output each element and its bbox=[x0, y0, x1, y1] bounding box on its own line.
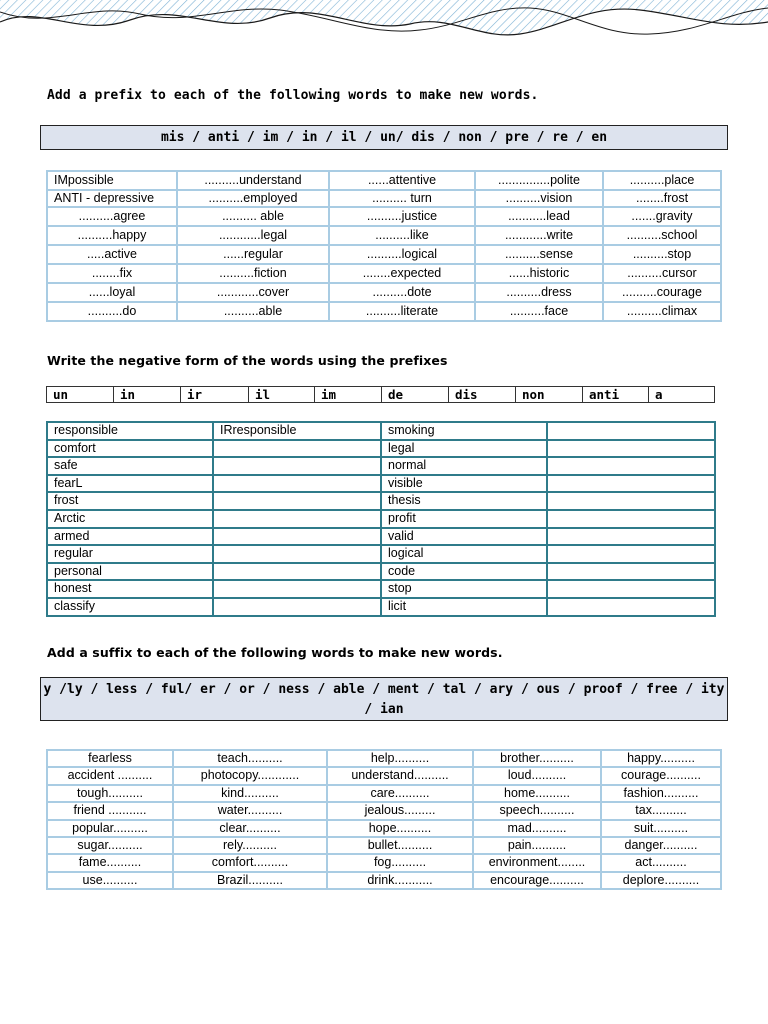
suffix-word-cell: fearless bbox=[47, 750, 173, 767]
negative-prefix-bar bbox=[46, 386, 715, 403]
negative-word-cell[interactable] bbox=[547, 563, 715, 581]
suffix-word-cell: teach.......... bbox=[173, 750, 327, 767]
negative-word-cell: legal bbox=[381, 440, 547, 458]
suffix-word-cell: fame.......... bbox=[47, 854, 173, 871]
negative-word-cell[interactable] bbox=[213, 580, 381, 598]
prefix-word-cell: ..........justice bbox=[329, 207, 475, 226]
negative-table-row bbox=[47, 598, 715, 616]
prefix-word-cell: ......regular bbox=[177, 245, 329, 264]
negative-prefix-cell: non bbox=[516, 387, 583, 403]
prefix-word-cell: ..........dote bbox=[329, 283, 475, 302]
negative-word-cell: frost bbox=[47, 492, 213, 510]
suffix-word-cell: understand.......... bbox=[327, 767, 473, 784]
prefix-word-cell: ..........employed bbox=[177, 190, 329, 207]
negative-word-cell[interactable] bbox=[547, 475, 715, 493]
suffix-table bbox=[46, 749, 722, 890]
suffix-word-cell: pain.......... bbox=[473, 837, 601, 854]
prefix-word-cell: ..........sense bbox=[475, 245, 603, 264]
negative-word-cell[interactable] bbox=[213, 510, 381, 528]
negative-word-cell: stop bbox=[381, 580, 547, 598]
suffix-word-cell: kind.......... bbox=[173, 785, 327, 802]
prefix-word-cell: .....active bbox=[47, 245, 177, 264]
negative-prefix-cell: a bbox=[649, 387, 715, 403]
negative-table-row bbox=[47, 510, 715, 528]
prefix-word-cell: ..........fiction bbox=[177, 264, 329, 283]
prefix-word-cell: ..........agree bbox=[47, 207, 177, 226]
suffix-word-cell: encourage.......... bbox=[473, 872, 601, 889]
suffix-word-cell: sugar.......... bbox=[47, 837, 173, 854]
suffix-word-cell: friend ........... bbox=[47, 802, 173, 819]
prefix-word-cell: ..........able bbox=[177, 302, 329, 321]
prefix-table-row bbox=[47, 190, 721, 207]
negative-word-cell: Arctic bbox=[47, 510, 213, 528]
prefix-word-cell: ..........do bbox=[47, 302, 177, 321]
suffix-table-row bbox=[47, 872, 721, 889]
negative-word-cell[interactable] bbox=[213, 598, 381, 616]
negative-prefix-cell: dis bbox=[449, 387, 516, 403]
suffix-word-cell: bullet.......... bbox=[327, 837, 473, 854]
negative-word-cell[interactable] bbox=[547, 492, 715, 510]
negative-word-cell: responsible bbox=[47, 422, 213, 440]
suffix-table-row bbox=[47, 837, 721, 854]
negative-word-cell: honest bbox=[47, 580, 213, 598]
prefix-table-row bbox=[47, 207, 721, 226]
negative-word-cell: classify bbox=[47, 598, 213, 616]
suffix-word-cell: fashion.......... bbox=[601, 785, 721, 802]
prefix-word-cell: ..........courage bbox=[603, 283, 721, 302]
negative-word-cell: logical bbox=[381, 545, 547, 563]
negative-table-row bbox=[47, 492, 715, 510]
negative-prefix-cell: in bbox=[114, 387, 181, 403]
prefix-word-cell: ..........vision bbox=[475, 190, 603, 207]
negative-table-row bbox=[47, 475, 715, 493]
prefix-word-cell: ............cover bbox=[177, 283, 329, 302]
negative-table-row bbox=[47, 563, 715, 581]
prefix-word-cell: ANTI - depressive bbox=[47, 190, 177, 207]
prefix-word-cell: ............write bbox=[475, 226, 603, 245]
suffix-word-cell: fog.......... bbox=[327, 854, 473, 871]
suffix-table-row bbox=[47, 785, 721, 802]
negative-word-cell: smoking bbox=[381, 422, 547, 440]
suffix-word-cell: tough.......... bbox=[47, 785, 173, 802]
suffix-table-row bbox=[47, 750, 721, 767]
prefix-word-cell: ..........face bbox=[475, 302, 603, 321]
negative-prefix-cell: il bbox=[249, 387, 315, 403]
suffix-word-cell: drink........... bbox=[327, 872, 473, 889]
negative-table-row bbox=[47, 440, 715, 458]
suffix-word-cell: photocopy............ bbox=[173, 767, 327, 784]
suffix-word-cell: hope.......... bbox=[327, 820, 473, 837]
suffix-word-cell: comfort.......... bbox=[173, 854, 327, 871]
prefix-word-cell: IMpossible bbox=[47, 171, 177, 190]
suffix-table-row bbox=[47, 802, 721, 819]
negative-word-cell[interactable] bbox=[213, 563, 381, 581]
suffix-word-cell: act.......... bbox=[601, 854, 721, 871]
prefix-word-cell: ..........literate bbox=[329, 302, 475, 321]
suffix-word-cell: deplore.......... bbox=[601, 872, 721, 889]
negative-word-cell: IRresponsible bbox=[213, 422, 381, 440]
negative-instruction: Write the negative form of the words using the prefixes bbox=[47, 353, 448, 368]
prefix-table bbox=[46, 170, 722, 322]
negative-form-table bbox=[46, 421, 716, 617]
negative-word-cell: safe bbox=[47, 457, 213, 475]
negative-word-cell: visible bbox=[381, 475, 547, 493]
negative-word-cell[interactable] bbox=[213, 528, 381, 546]
prefix-word-cell: ..........like bbox=[329, 226, 475, 245]
prefix-word-cell: ..........cursor bbox=[603, 264, 721, 283]
suffix-word-cell: speech.......... bbox=[473, 802, 601, 819]
prefix-word-cell: ..........logical bbox=[329, 245, 475, 264]
negative-word-cell[interactable] bbox=[547, 598, 715, 616]
suffix-word-cell: use.......... bbox=[47, 872, 173, 889]
suffix-word-cell: brother.......... bbox=[473, 750, 601, 767]
prefix-word-cell: ..........understand bbox=[177, 171, 329, 190]
prefix-table-row bbox=[47, 283, 721, 302]
negative-word-cell[interactable] bbox=[547, 422, 715, 440]
prefix-table-row bbox=[47, 245, 721, 264]
suffix-word-cell: environment........ bbox=[473, 854, 601, 871]
negative-word-cell: valid bbox=[381, 528, 547, 546]
suffix-word-cell: courage.......... bbox=[601, 767, 721, 784]
prefix-word-cell: ...........lead bbox=[475, 207, 603, 226]
negative-prefix-cell: un bbox=[47, 387, 114, 403]
negative-word-cell[interactable] bbox=[547, 580, 715, 598]
prefix-table-row bbox=[47, 264, 721, 283]
prefix-word-cell: .......gravity bbox=[603, 207, 721, 226]
negative-table-row bbox=[47, 422, 715, 440]
prefix-word-cell: ..........stop bbox=[603, 245, 721, 264]
prefix-word-cell: ........frost bbox=[603, 190, 721, 207]
suffix-table-row bbox=[47, 767, 721, 784]
prefix-word-cell: .......... able bbox=[177, 207, 329, 226]
suffix-word-cell: mad.......... bbox=[473, 820, 601, 837]
negative-table-row bbox=[47, 457, 715, 475]
suffix-word-cell: accident .......... bbox=[47, 767, 173, 784]
suffix-word-cell: home.......... bbox=[473, 785, 601, 802]
negative-word-cell[interactable] bbox=[213, 545, 381, 563]
suffix-word-cell: suit.......... bbox=[601, 820, 721, 837]
negative-word-cell: comfort bbox=[47, 440, 213, 458]
decorative-wave-header bbox=[0, 0, 768, 50]
suffix-word-cell: loud.......... bbox=[473, 767, 601, 784]
suffix-table-row bbox=[47, 820, 721, 837]
suffix-word-cell: Brazil.......... bbox=[173, 872, 327, 889]
negative-word-cell[interactable] bbox=[547, 440, 715, 458]
negative-word-cell[interactable] bbox=[213, 475, 381, 493]
prefix-word-cell: ............legal bbox=[177, 226, 329, 245]
negative-word-cell: personal bbox=[47, 563, 213, 581]
negative-word-cell: thesis bbox=[381, 492, 547, 510]
negative-word-cell: fearL bbox=[47, 475, 213, 493]
suffix-word-cell: care.......... bbox=[327, 785, 473, 802]
prefix-word-cell: .......... turn bbox=[329, 190, 475, 207]
prefix-word-cell: ......loyal bbox=[47, 283, 177, 302]
negative-word-cell: regular bbox=[47, 545, 213, 563]
negative-word-cell: code bbox=[381, 563, 547, 581]
suffix-word-cell: happy.......... bbox=[601, 750, 721, 767]
prefix-word-cell: ......attentive bbox=[329, 171, 475, 190]
prefix-table-row bbox=[47, 226, 721, 245]
negative-word-cell[interactable] bbox=[547, 528, 715, 546]
suffix-word-cell: popular.......... bbox=[47, 820, 173, 837]
suffix-word-cell: danger.......... bbox=[601, 837, 721, 854]
negative-prefix-cell: de bbox=[382, 387, 449, 403]
suffix-word-cell: rely.......... bbox=[173, 837, 327, 854]
suffix-list-box: y /ly / less / ful/ er / or / ness / able / ment / tal / ary / ous / proof / free / ity / ian bbox=[40, 677, 728, 721]
suffix-word-cell: help.......... bbox=[327, 750, 473, 767]
negative-word-cell: profit bbox=[381, 510, 547, 528]
prefix-word-cell: ...............polite bbox=[475, 171, 603, 190]
negative-word-cell[interactable] bbox=[547, 457, 715, 475]
negative-word-cell[interactable] bbox=[213, 492, 381, 510]
prefix-word-cell: ......historic bbox=[475, 264, 603, 283]
negative-prefix-cell: im bbox=[315, 387, 382, 403]
prefix-word-cell: ..........climax bbox=[603, 302, 721, 321]
negative-word-cell[interactable] bbox=[213, 457, 381, 475]
negative-word-cell[interactable] bbox=[547, 545, 715, 563]
negative-prefix-row bbox=[47, 387, 715, 403]
prefix-word-cell: ..........place bbox=[603, 171, 721, 190]
prefix-word-cell: ..........dress bbox=[475, 283, 603, 302]
suffix-word-cell: tax.......... bbox=[601, 802, 721, 819]
negative-word-cell: armed bbox=[47, 528, 213, 546]
negative-table-row bbox=[47, 528, 715, 546]
suffix-table-row bbox=[47, 854, 721, 871]
prefix-word-cell: ..........happy bbox=[47, 226, 177, 245]
negative-prefix-cell: anti bbox=[583, 387, 649, 403]
suffix-word-cell: clear.......... bbox=[173, 820, 327, 837]
negative-table-row bbox=[47, 580, 715, 598]
negative-word-cell: licit bbox=[381, 598, 547, 616]
prefix-table-row bbox=[47, 171, 721, 190]
prefix-instruction: Add a prefix to each of the following words to make new words. bbox=[47, 88, 539, 103]
suffix-word-cell: jealous......... bbox=[327, 802, 473, 819]
prefix-word-cell: ........expected bbox=[329, 264, 475, 283]
negative-table-row bbox=[47, 545, 715, 563]
suffix-instruction: Add a suffix to each of the following words to make new words. bbox=[47, 645, 503, 660]
negative-word-cell[interactable] bbox=[213, 440, 381, 458]
prefix-word-cell: ........fix bbox=[47, 264, 177, 283]
prefix-word-cell: ..........school bbox=[603, 226, 721, 245]
prefix-list-box: mis / anti / im / in / il / un/ dis / non / pre / re / en bbox=[40, 125, 728, 150]
negative-word-cell[interactable] bbox=[547, 510, 715, 528]
negative-prefix-cell: ir bbox=[181, 387, 249, 403]
negative-word-cell: normal bbox=[381, 457, 547, 475]
suffix-word-cell: water.......... bbox=[173, 802, 327, 819]
prefix-table-row bbox=[47, 302, 721, 321]
